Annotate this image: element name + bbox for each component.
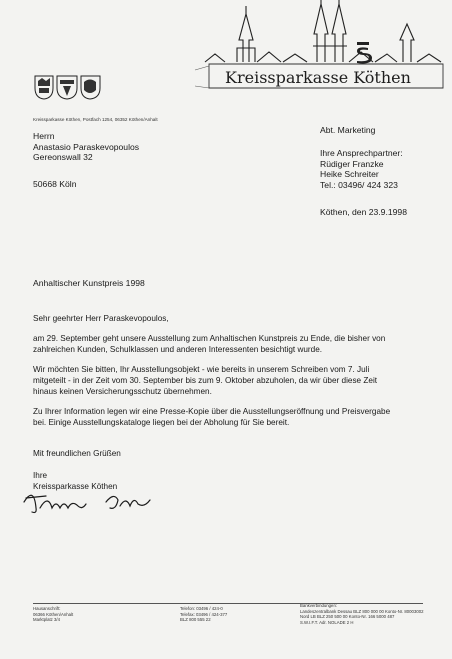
footer-phone <box>180 606 227 623</box>
recipient-line: Gereonswall 32 <box>33 152 93 163</box>
footer-line: Marktplatz 3/4 <box>33 617 60 623</box>
sender-address-line: Kreissparkasse Köthen, Postfach 1254, 06352 Köthen/Anhalt <box>33 117 158 122</box>
contact-block <box>320 148 403 190</box>
body-line: bei. Einige Ausstellungskataloge liegen bei der Abholung für Sie bereit. <box>33 418 290 427</box>
letter-salutation: Sehr geehrter Herr Paraskevopoulos, <box>33 314 169 323</box>
contact-line: Ihre Ansprechpartner: <box>320 148 403 158</box>
footer-line: S.W.I.F.T. Adr. NOLADE 2 H <box>300 619 354 625</box>
signature-line: Ihre <box>33 471 48 480</box>
footer-line: Nord LB BLZ 250 500 00 Konto-Nr. 166 5000 487 <box>300 614 395 620</box>
recipient-address <box>33 131 139 189</box>
body-line: am 29. September geht unsere Ausstellung zum Anhaltischen Kunstpreis zu Ende, die bisher von <box>33 334 386 343</box>
footer-line: Bankverbindungen: <box>300 603 338 608</box>
footer-line: Landeszentralbank Dessau BLZ 800 000 00 Konto-Nr. 80003002 <box>300 608 424 614</box>
recipient-line: Anastasio Paraskevopoulos <box>33 141 140 152</box>
letter-subject: Anhaltischer Kunstpreis 1998 <box>33 278 145 288</box>
footer-line: BLZ 800 555 22 <box>180 617 211 623</box>
letter-date: Köthen, den 23.9.1998 <box>320 207 407 217</box>
footer-line: Telefon: 03496 / 424-0 <box>180 606 223 611</box>
signature-line: Kreissparkasse Köthen <box>33 482 118 491</box>
bank-name: Kreissparkasse Köthen <box>225 68 411 87</box>
recipient-line <box>33 163 139 173</box>
footer-address <box>33 606 73 623</box>
body-line: Zu Ihrer Information legen wir eine Presse-Kopie über die Ausstellungseröffnung und Preisvergabe <box>33 407 391 416</box>
body-line: zahlreichen Kunden, Schulklassen und anderen Interessenten besichtigt wurde. <box>33 345 323 354</box>
contact-line: Tel.: 03496/ 424 323 <box>320 179 398 190</box>
body-line: hinaus keinen Versicherungsschutz übernehmen. <box>33 387 212 396</box>
recipient-line: 50668 Köln <box>33 178 77 189</box>
footer-line: 06366 Köthen/Anhalt <box>33 611 74 617</box>
handwritten-signature <box>20 478 170 520</box>
footer-bank-details <box>300 603 424 625</box>
body-line: Wir möchten Sie bitten, Ihr Ausstellungsobjekt - wie bereits in unserem Schreiben vom 7. Juli <box>33 365 370 374</box>
footer-line: Telefax: 03496 / 424-377 <box>180 611 228 617</box>
body-line: mitgeteilt - in der Zeit vom 30. September bis zum 9. Oktober abzuholen, da wir über diese Zeit <box>33 376 378 385</box>
body-paragraph <box>33 406 390 428</box>
coat-of-arms-icon <box>33 72 103 100</box>
footer-line: Hausanschrift: <box>33 606 61 611</box>
contact-line: Rüdiger Franzke <box>320 158 384 169</box>
letter-closing: Mit freundlichen Grüßen <box>33 449 121 458</box>
body-paragraph <box>33 333 385 355</box>
department-label: Abt. Marketing <box>320 125 376 135</box>
recipient-line: Herrn <box>33 131 55 141</box>
contact-line: Heike Schreiter <box>320 169 379 180</box>
body-paragraph <box>33 364 377 397</box>
